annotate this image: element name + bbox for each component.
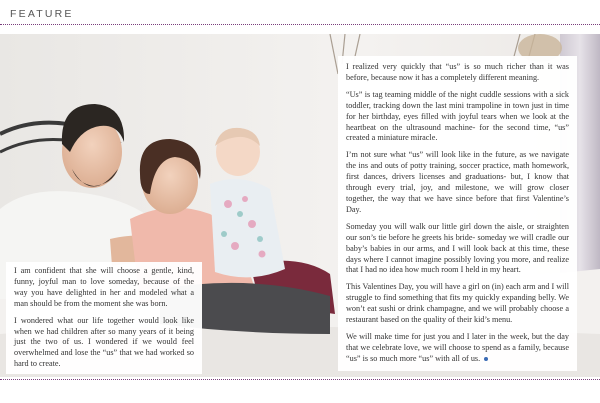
right-paragraph-3: I’m not sure what “us” will look like in the future, as we navigate the ins and outs of potty training, soccer practice, math homework, first dances, drivers licenses and graduations- but, I know that through every trial, joy, and milestone, we will grow closer together, the way that we have since before that first Valentine’s Day. (346, 150, 569, 214)
right-paragraph-5: This Valentines Day, you will have a girl on (in) each arm and I will struggle to find something that fits my quickly expanding belly. We won’t eat sushi or drink champagne, and we will probably choose a restaurant based on the quality of their kid’s menu. (346, 282, 569, 325)
top-dotted-rule (0, 24, 600, 25)
right-paragraph-6 (346, 332, 569, 365)
page-header (0, 0, 600, 32)
end-mark-icon (484, 357, 488, 361)
section-label: FEATURE (10, 8, 74, 20)
right-paragraph-6-text: We will make time for just you and I later in the week, but the day that we celebrate love, we will choose to spend as a family, because “us” is so much more “us” with all of us. (346, 331, 569, 363)
left-paragraph-1: I am confident that she will choose a gentle, kind, funny, joyful man to love someday, because of the way you have delighted in her and modeled what a man should be from the moment she was born. (14, 266, 194, 308)
article-column-right (338, 56, 577, 371)
right-paragraph-1: I realized very quickly that “us” is so much richer than it was before, because now it has a completely different meaning. (346, 62, 569, 82)
article-column-left (6, 262, 202, 374)
left-paragraph-2: I wondered what our life together would look like when we had children after so many years of it being just the two of us. I wondered if we would feel overwhelmed and lose the “us” that we had worked so hard to create. (14, 315, 194, 369)
bottom-dotted-rule (0, 379, 600, 380)
right-paragraph-4: Someday you will walk our little girl down the aisle, or straighten our son’s tie before he greets his bride- someday we will cradle our baby’s babies in our arms, and I will look back at this time, these days where I cannot imagine possibly loving you more, and realize that I had no idea how much room I held in my heart. (346, 221, 569, 275)
right-paragraph-2: “Us” is tag teaming middle of the night cuddle sessions with a sick toddler, tracking down the last mini trampoline in town just in time for her birthday, eyes filled with joyful tears when we look at the heartbeat on the ultrasound machine- for the second time, “us” created a miniature miracle. (346, 89, 569, 143)
